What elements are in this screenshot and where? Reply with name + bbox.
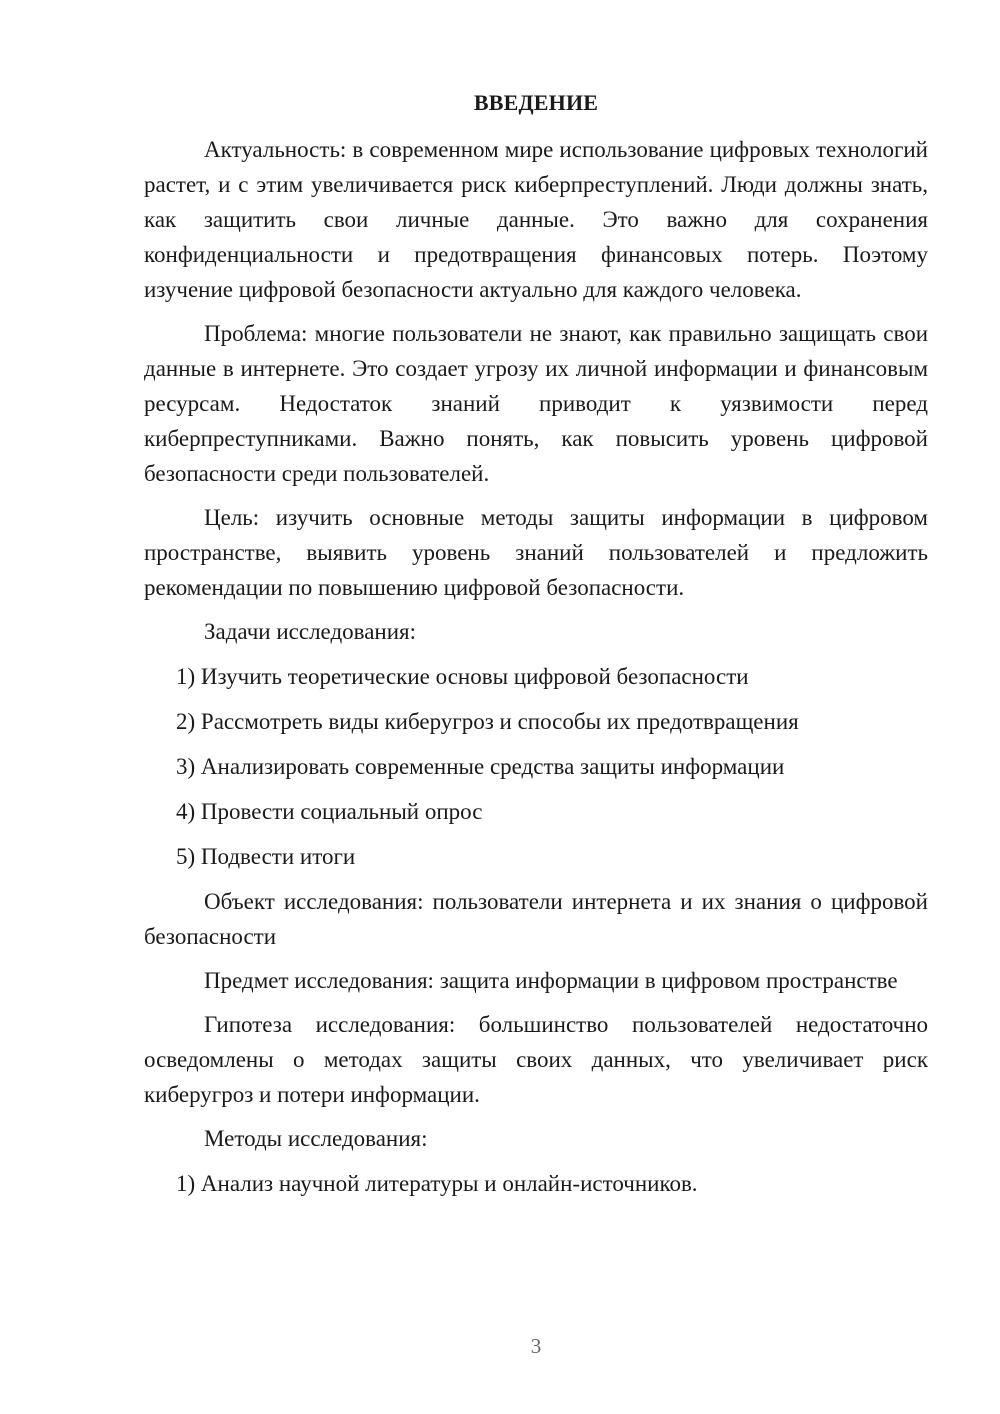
task-item: 5) Подвести итоги <box>176 844 356 869</box>
hypothesis-paragraph: Гипотеза исследования: большинство пользователей недостаточно осведомлены о методах защиты своих данных, что увеличивает риск киберугроз и потери информации. <box>144 1012 928 1107</box>
task-item: 3) Анализировать современные средства защиты информации <box>176 754 785 779</box>
goal-paragraph: Цель: изучить основные методы защиты информации в цифровом пространстве, выявить уровень знаний пользователей и предложить рекомендации по повышению цифровой безопасности. <box>144 505 928 600</box>
tasks-heading: Задачи исследования: <box>204 619 417 644</box>
problem-paragraph: Проблема: многие пользователи не знают, как правильно защищать свои данные в интернете. Это создает угрозу их личной информации и финансовым ресурсам. Недостаток знаний приводит к уязвимости перед киберпреступниками. Важно понять, как повысить уровень цифровой безопасности среди пользователей. <box>144 321 928 486</box>
page-number: 3 <box>530 1334 542 1358</box>
page-content <box>144 92 928 1211</box>
task-item: 1) Изучить теоретические основы цифровой безопасности <box>176 664 749 689</box>
methods-heading: Методы исследования: <box>204 1126 428 1151</box>
relevance-paragraph: Актуальность: в современном мире использование цифровых технологий растет, и с этим увеличивается риск киберпреступлений. Люди должны знать, как защитить свои личные данные. Это важно для сохранения конфиденциальности и предотвращения финансовых потерь. Поэтому изучение цифровой безопасности актуально для каждого человека. <box>144 137 928 302</box>
subject-paragraph: Предмет исследования: защита информации в цифровом пространстве <box>204 968 898 993</box>
task-item: 4) Провести социальный опрос <box>176 799 483 824</box>
method-item: 1) Анализ научной литературы и онлайн-источников. <box>176 1171 698 1196</box>
task-item: 2) Рассмотреть виды киберугроз и способы их предотвращения <box>176 709 799 734</box>
object-paragraph: Объект исследования: пользователи интернета и их знания о цифровой безопасности <box>144 889 928 949</box>
page-title: ВВЕДЕНИЕ <box>473 90 599 115</box>
